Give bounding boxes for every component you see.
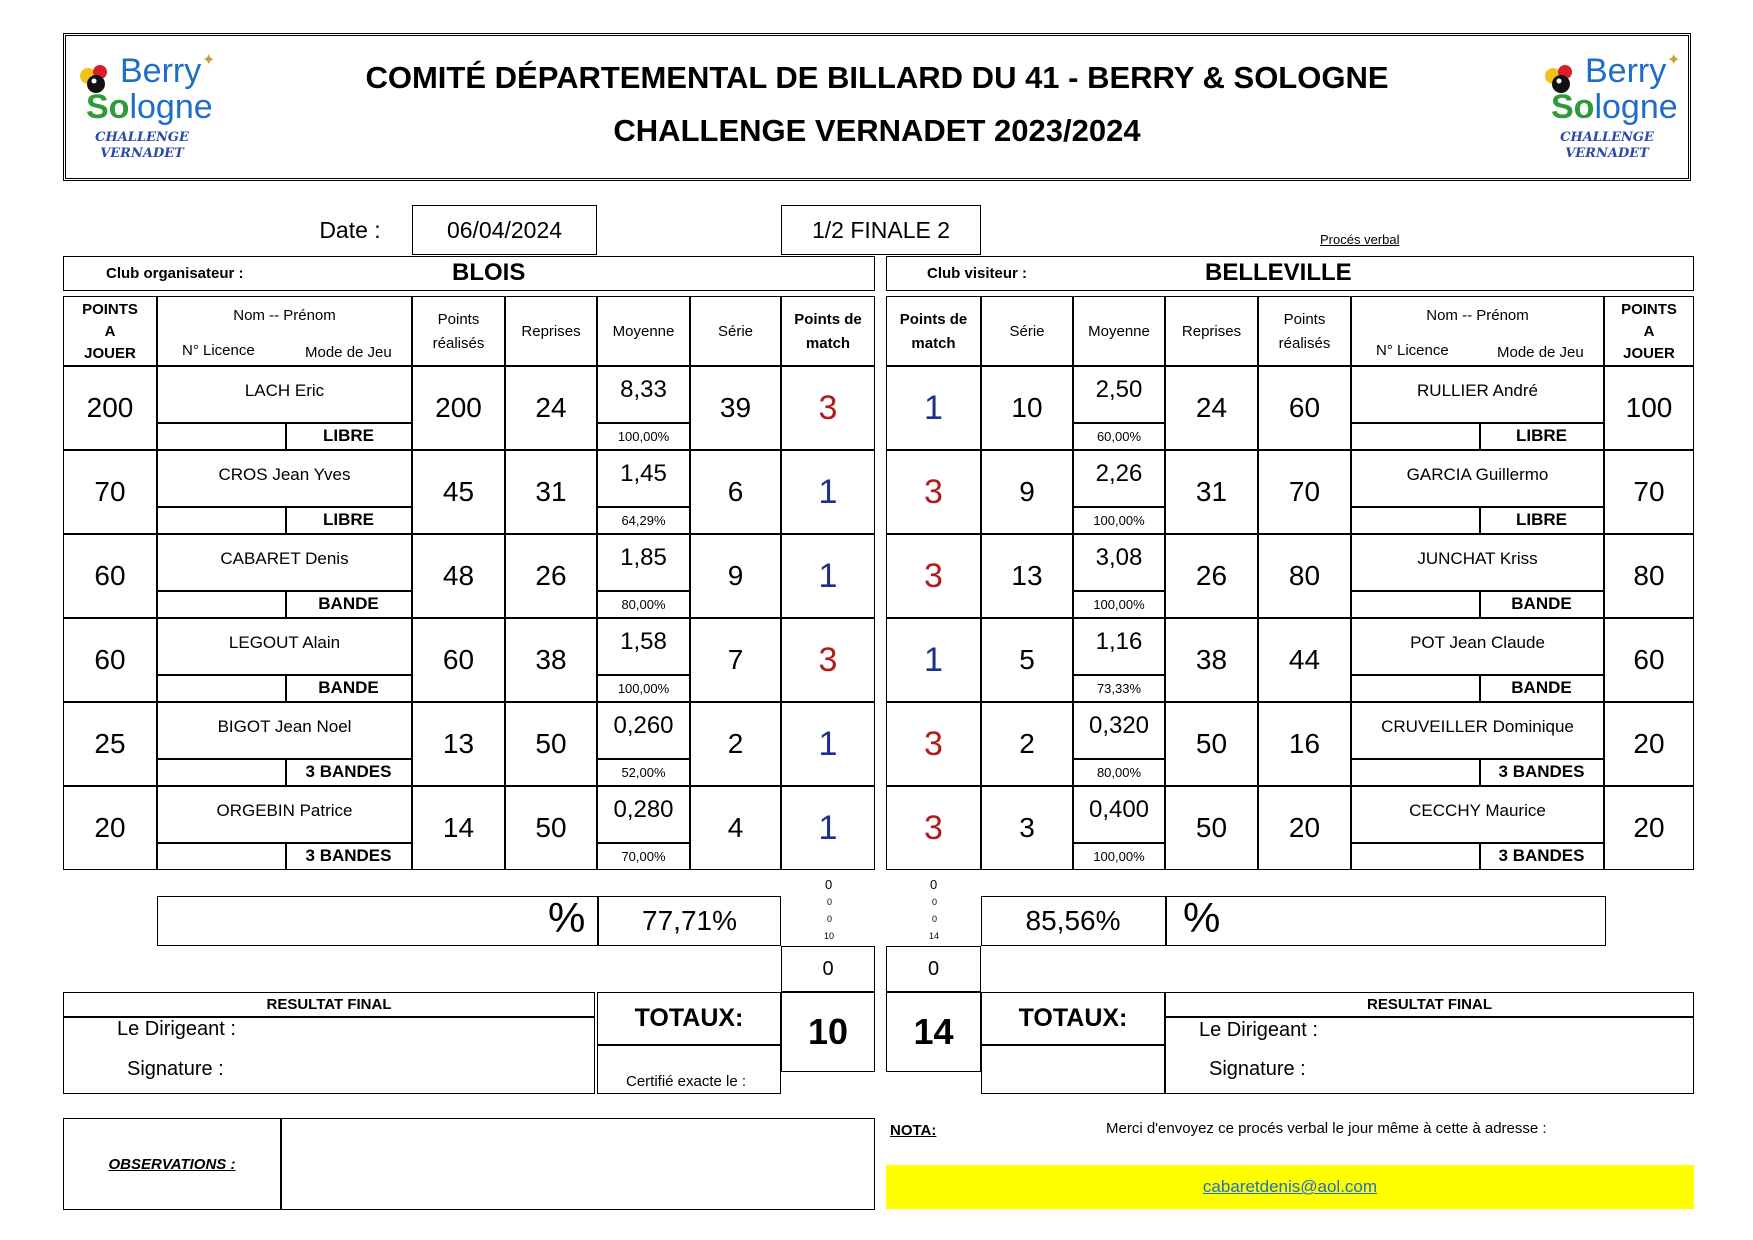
home-serie: 2: [727, 728, 744, 759]
certifie-label: Certifié exacte le :: [626, 1073, 747, 1090]
away-points-a-jouer: 70: [1633, 476, 1665, 507]
header-frame: [63, 33, 1691, 181]
email-highlight: [886, 1165, 1694, 1209]
away-header-licence: N° Licence: [1376, 342, 1449, 359]
club-visiteur-value[interactable]: BELLEVILLE: [1205, 259, 1352, 286]
away-points-de-match: 3: [924, 472, 943, 511]
home-header-points-a-jouer-2: A: [104, 322, 116, 340]
away-realises: 44: [1288, 644, 1321, 675]
home-zero: 0: [781, 946, 875, 992]
away-player-name: POT Jean Claude: [1410, 633, 1545, 652]
home-mode-de-jeu: BANDE: [318, 594, 379, 613]
home-realises: 14: [442, 812, 475, 843]
page-title: COMITÉ DÉPARTEMENTAL DE BILLARD DU 41 - BERRY & SOLOGNE: [365, 60, 1389, 95]
away-pct-sign: %: [1183, 894, 1221, 941]
home-header-mode: Mode de Jeu: [305, 344, 392, 361]
header-cell: [412, 296, 505, 366]
home-realises: 45: [442, 476, 475, 507]
away-points-a-jouer: 20: [1633, 812, 1665, 843]
home-serie: 6: [727, 476, 744, 507]
home-points-a-jouer: 25: [94, 728, 126, 759]
away-points-de-match: 3: [924, 556, 943, 595]
away-header-points-a-jouer-1: POINTS: [1621, 300, 1677, 318]
away-moyenne: 2,26: [1095, 460, 1143, 487]
away-mode-de-jeu: BANDE: [1511, 678, 1572, 697]
home-player-name: BIGOT Jean Noel: [217, 717, 352, 736]
home-resultat-final: RESULTAT FINAL: [266, 996, 392, 1013]
away-zero: 0: [886, 946, 981, 992]
home-header-moyenne: Moyenne: [612, 322, 675, 340]
home-header-points-a-jouer-3: JOUER: [84, 344, 136, 362]
home-moyenne: 0,260: [613, 712, 674, 739]
away-resultat-final: RESULTAT FINAL: [1367, 996, 1492, 1013]
header-cell: [886, 296, 981, 366]
away-pct: 100,00%: [1093, 848, 1145, 864]
away-reprises: 31: [1195, 476, 1228, 507]
away-pct: 100,00%: [1093, 596, 1145, 612]
away-mode-de-jeu: LIBRE: [1516, 426, 1567, 445]
away-serie: 10: [1011, 392, 1043, 423]
home-points-de-match: 1: [818, 808, 838, 847]
away-reprises: 50: [1195, 728, 1228, 759]
away-header-points-realises-2: réalisés: [1278, 334, 1331, 352]
away-header-mode: Mode de Jeu: [1497, 344, 1584, 361]
date-field[interactable]: 06/04/2024: [412, 205, 597, 255]
home-points-de-match: 1: [818, 724, 838, 763]
proces-verbal-label: Procés verbal: [1320, 232, 1400, 247]
page-subtitle: CHALLENGE VERNADET 2023/2024: [613, 113, 1141, 148]
home-header-nom: Nom -- Prénom: [233, 306, 336, 324]
email-link[interactable]: cabaretdenis@aol.com: [1202, 1177, 1378, 1196]
date-label: Date :: [319, 216, 381, 243]
away-header-points-a-jouer-2: A: [1643, 322, 1655, 340]
home-header-points-a-jouer-1: POINTS: [82, 300, 138, 318]
away-reprises: 38: [1195, 644, 1228, 675]
away-player-name: CECCHY Maurice: [1409, 801, 1546, 820]
away-pct: 60,00%: [1096, 428, 1142, 444]
round-field[interactable]: 1/2 FINALE 2: [781, 205, 981, 255]
home-reprises: 26: [535, 560, 567, 591]
away-realises: 80: [1288, 560, 1321, 591]
away-serie: 13: [1011, 560, 1043, 591]
away-moyenne: 2,50: [1095, 376, 1143, 403]
home-mode-de-jeu: BANDE: [318, 678, 379, 697]
away-points-a-jouer: 100: [1625, 392, 1673, 423]
home-player-name: LEGOUT Alain: [228, 633, 341, 652]
home-dirigeant: Le Dirigeant :: [117, 1018, 236, 1040]
away-header-serie: Série: [1009, 322, 1045, 340]
away-moyenne: 0,320: [1088, 712, 1150, 739]
home-header-serie: Série: [717, 322, 754, 340]
away-realises: 16: [1288, 728, 1321, 759]
away-header-reprises: Reprises: [1181, 322, 1242, 340]
home-moyenne: 1,45: [620, 460, 667, 487]
away-realises: 60: [1288, 392, 1321, 423]
away-mode-de-jeu: 3 BANDES: [1498, 762, 1585, 781]
logo-challenge-text: CHALLENGE VERNADET: [95, 130, 189, 161]
home-points-a-jouer: 70: [94, 476, 126, 507]
club-organisateur-label: Club organisateur :: [106, 265, 244, 282]
away-points-de-match: 1: [924, 388, 943, 427]
home-pct: 100,00%: [617, 428, 670, 444]
home-reprises: 38: [535, 644, 567, 675]
away-points-a-jouer: 80: [1633, 560, 1665, 591]
logo-sologne: Sologne: [1551, 88, 1678, 126]
header-cell: [781, 296, 875, 366]
away-player-name: RULLIER André: [1417, 381, 1538, 400]
club-visiteur-box: [886, 256, 1694, 291]
away-header-nom: Nom -- Prénom: [1426, 306, 1529, 324]
away-mode-de-jeu: BANDE: [1511, 594, 1572, 613]
away-points-de-match: 1: [924, 640, 943, 679]
home-header-reprises: Reprises: [521, 322, 581, 340]
home-total: 10: [781, 992, 875, 1072]
home-header-points-realises-1: Points: [437, 310, 480, 328]
away-reprises: 50: [1195, 812, 1228, 843]
home-reprises: 31: [535, 476, 567, 507]
away-header-moyenne: Moyenne: [1088, 322, 1150, 340]
away-player-name: JUNCHAT Kriss: [1417, 549, 1538, 568]
home-points-de-match: 1: [818, 556, 838, 595]
home-moyenne: 8,33: [620, 376, 667, 403]
away-mode-de-jeu: 3 BANDES: [1498, 846, 1585, 865]
home-player-name: ORGEBIN Patrice: [216, 801, 353, 820]
away-totaux-label: TOTAUX:: [1018, 1003, 1128, 1032]
divider: [1165, 1016, 1694, 1018]
home-points-de-match: 3: [818, 388, 838, 427]
home-pct-value: 77,71%: [642, 905, 737, 936]
divider: [981, 1044, 1165, 1046]
home-serie: 7: [727, 644, 744, 675]
sparkle-icon: ✦: [1667, 52, 1681, 69]
away-header-points-realises-1: Points: [1283, 310, 1326, 328]
away-pct: 100,00%: [1093, 512, 1145, 528]
home-moyenne: 0,280: [613, 796, 674, 823]
away-dirigeant: Le Dirigeant :: [1199, 1019, 1318, 1041]
away-points-a-jouer: 20: [1633, 728, 1665, 759]
away-realises: 70: [1288, 476, 1321, 507]
home-header-points-match-2: match: [805, 334, 851, 352]
away-signature: Signature :: [1209, 1058, 1306, 1080]
home-mode-de-jeu: 3 BANDES: [305, 846, 392, 865]
home-realises: 48: [442, 560, 475, 591]
home-mode-de-jeu: 3 BANDES: [305, 762, 392, 781]
home-pct: 80,00%: [621, 596, 666, 612]
home-totaux-label: TOTAUX:: [634, 1003, 744, 1032]
home-pct: 64,29%: [621, 512, 666, 528]
home-pct: 100,00%: [617, 680, 670, 696]
logo-berry: Berry: [1585, 52, 1667, 90]
observations-label: OBSERVATIONS :: [108, 1155, 236, 1173]
home-header-points-match-1: Points de: [794, 310, 862, 328]
away-reprises: 24: [1195, 392, 1228, 423]
nota-label: NOTA:: [890, 1122, 937, 1139]
away-points-a-jouer: 60: [1633, 644, 1665, 675]
divider: [1165, 896, 1167, 946]
away-player-name: GARCIA Guillermo: [1406, 465, 1549, 484]
home-points-a-jouer: 200: [86, 392, 134, 423]
away-pct: 73,33%: [1096, 680, 1142, 696]
sparkle-icon: ✦: [202, 52, 216, 69]
home-points-a-jouer: 60: [94, 644, 126, 675]
home-player-name: CROS Jean Yves: [218, 465, 351, 484]
home-mode-de-jeu: LIBRE: [323, 426, 374, 445]
logo-berry: Berry: [120, 52, 202, 90]
club-visiteur-label: Club visiteur :: [927, 265, 1028, 282]
home-points-de-match: 1: [818, 472, 838, 511]
home-player-name: LACH Eric: [244, 381, 325, 400]
away-serie: 5: [1019, 644, 1035, 675]
club-organisateur-box: [63, 256, 875, 291]
nota-message: Merci d'envoyez ce procés verbal le jour même à cette à adresse :: [1106, 1120, 1547, 1137]
logo-sologne: Sologne: [86, 88, 213, 126]
home-serie: 9: [727, 560, 744, 591]
club-organisateur-value[interactable]: BLOIS: [452, 259, 526, 286]
home-reprises: 50: [535, 812, 567, 843]
away-serie: 3: [1019, 812, 1035, 843]
divider: [597, 1044, 781, 1046]
home-pct: 70,00%: [621, 848, 666, 864]
home-serie: 4: [727, 812, 744, 843]
home-header-licence: N° Licence: [182, 342, 255, 359]
home-reprises: 24: [535, 392, 567, 423]
away-moyenne: 3,08: [1095, 544, 1143, 571]
home-reprises: 50: [535, 728, 567, 759]
away-serie: 2: [1019, 728, 1035, 759]
away-serie: 9: [1019, 476, 1035, 507]
home-moyenne: 1,58: [620, 628, 667, 655]
away-header-points-match-1: Points de: [899, 310, 968, 328]
home-realises: 60: [442, 644, 475, 675]
home-moyenne: 1,85: [620, 544, 667, 571]
away-pct-value: 85,56%: [1025, 905, 1121, 936]
away-mode-de-jeu: LIBRE: [1516, 510, 1567, 529]
home-pct: 52,00%: [621, 764, 666, 780]
home-serie: 39: [719, 392, 752, 423]
home-points-de-match: 3: [818, 640, 838, 679]
home-signature: Signature :: [127, 1058, 224, 1080]
home-realises: 200: [435, 392, 482, 423]
home-mode-de-jeu: LIBRE: [323, 510, 374, 529]
away-pct: 80,00%: [1096, 764, 1142, 780]
away-realises: 20: [1288, 812, 1321, 843]
logo-challenge-text: CHALLENGE VERNADET: [1560, 130, 1654, 161]
away-reprises: 26: [1195, 560, 1228, 591]
header-cell: [1258, 296, 1351, 366]
home-header-points-realises-2: réalisés: [432, 334, 485, 352]
away-total: 14: [886, 992, 981, 1072]
home-points-a-jouer: 60: [94, 560, 126, 591]
home-realises: 13: [442, 728, 475, 759]
home-pct-sign: %: [548, 894, 586, 941]
away-points-de-match: 3: [924, 724, 943, 763]
home-points-a-jouer: 20: [94, 812, 126, 843]
away-header-points-match-2: match: [911, 334, 956, 352]
home-player-name: CABARET Denis: [220, 549, 349, 568]
away-points-de-match: 3: [924, 808, 943, 847]
away-header-points-a-jouer-3: JOUER: [1623, 344, 1675, 362]
away-moyenne: 1,16: [1095, 628, 1143, 655]
away-moyenne: 0,400: [1088, 796, 1150, 823]
away-player-name: CRUVEILLER Dominique: [1381, 717, 1574, 736]
observations-field[interactable]: [281, 1118, 875, 1210]
